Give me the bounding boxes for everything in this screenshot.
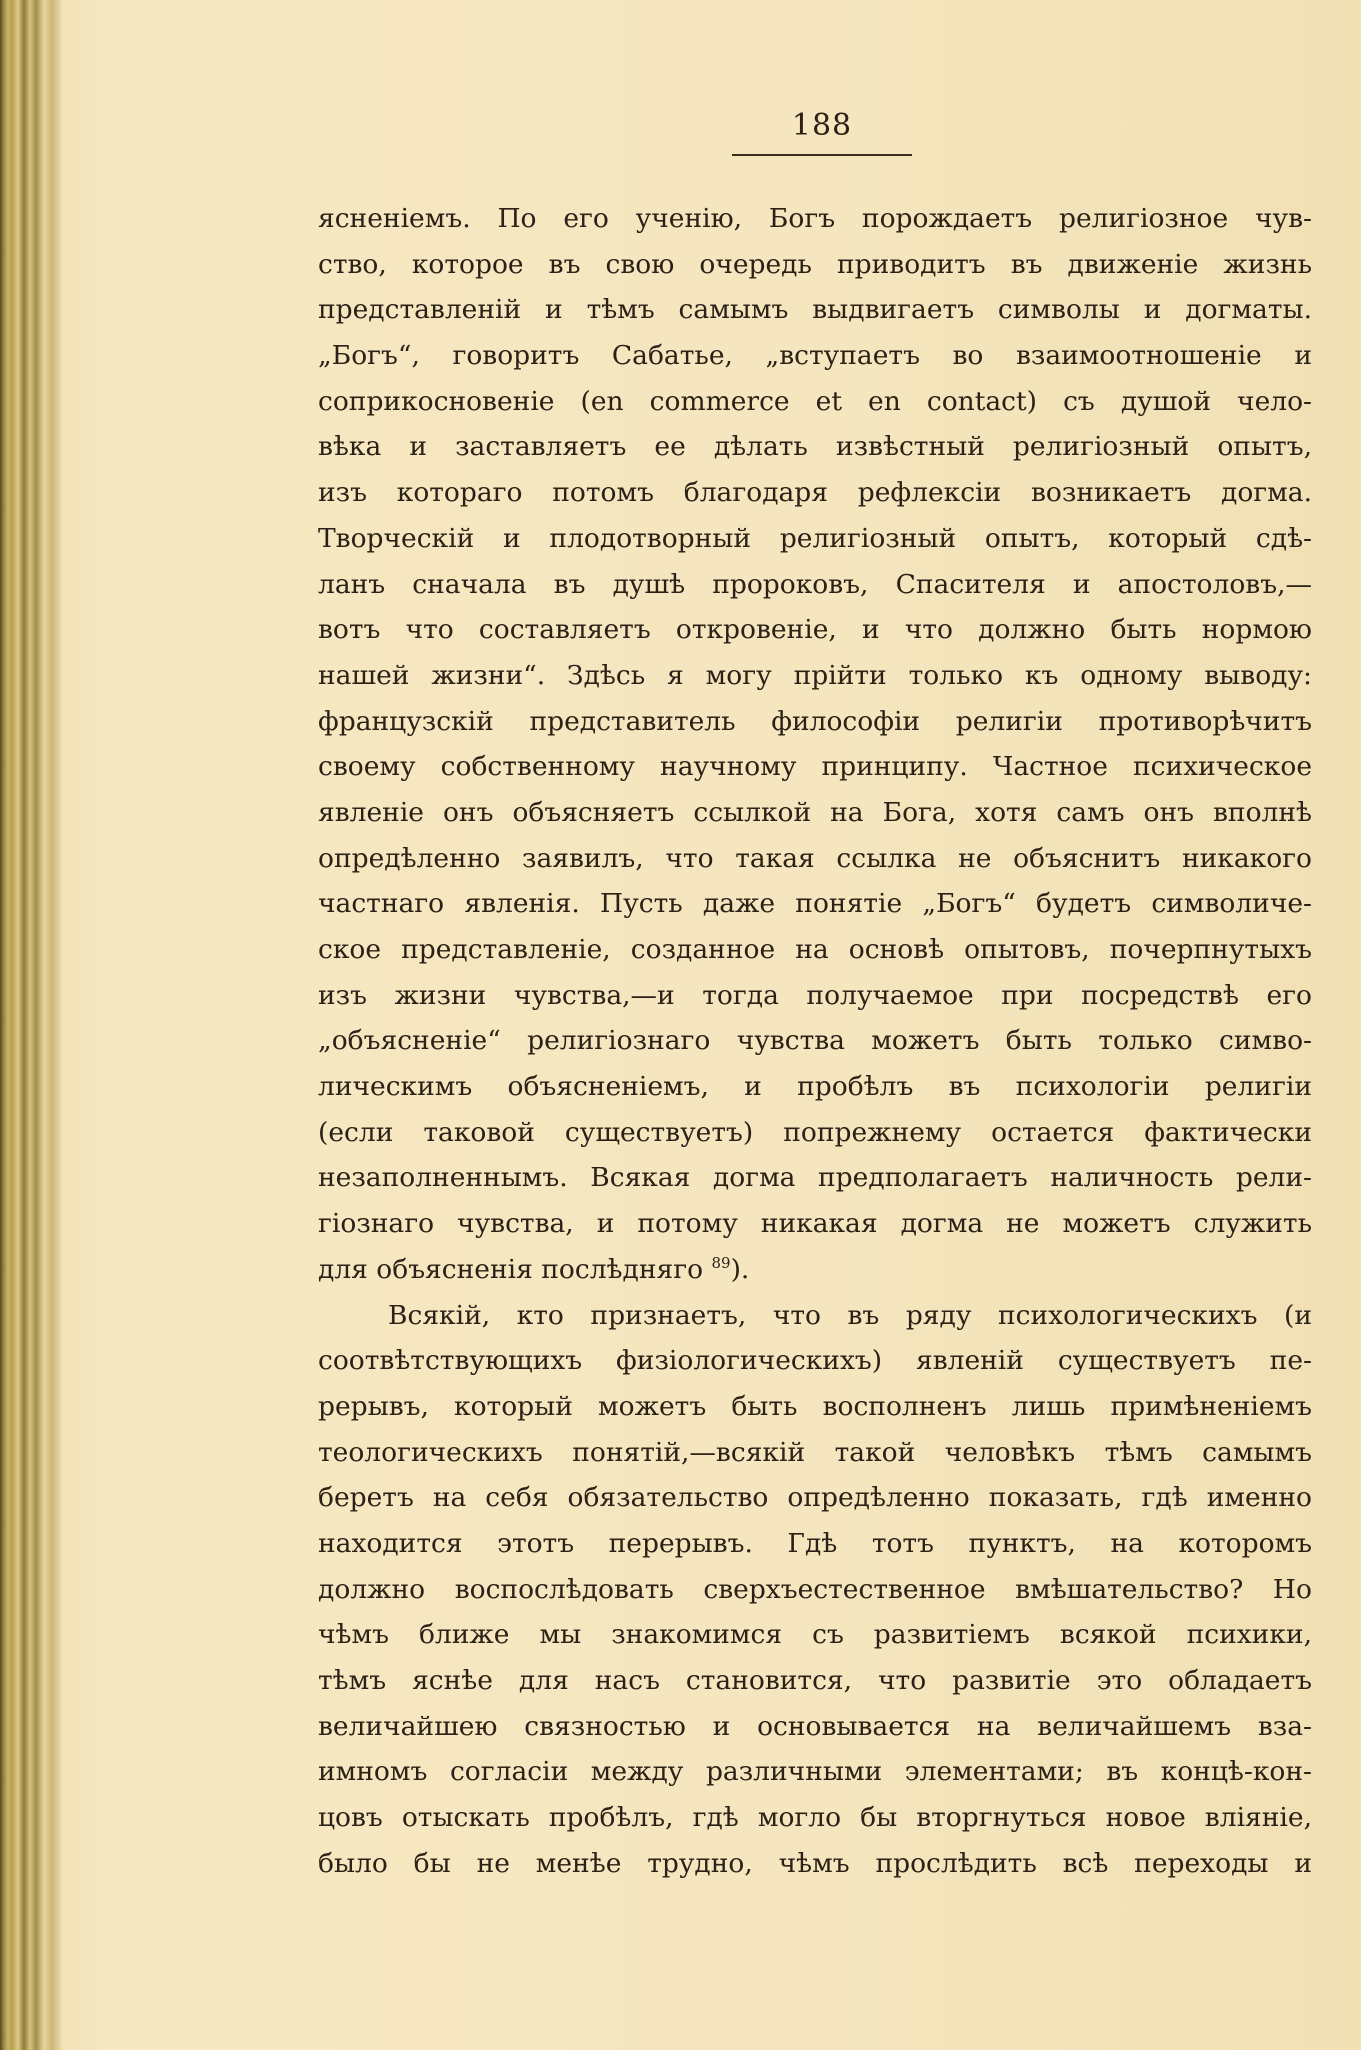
paragraph-1: [318, 196, 1312, 1293]
text-line: ланъ сначала въ душѣ пророковъ, Спасителя и апостоловъ,—: [318, 568, 1312, 600]
text-line: изъ котораго потомъ благодаря рефлексіи возникаетъ догма.: [318, 477, 1312, 509]
final-line-end: ).: [730, 1253, 750, 1285]
text-line: опредѣленно заявилъ, что такая ссылка не объяснитъ никакого: [318, 842, 1312, 874]
text-line-final: [318, 1247, 1312, 1293]
final-line-text: для объясненія послѣдняго: [318, 1253, 712, 1285]
page-body: [318, 196, 1312, 1886]
text-line: своему собственному научному принципу. Частное психическое: [318, 751, 1312, 783]
text-line: (если таковой существуетъ) попрежнему остается фактически: [318, 1116, 1312, 1148]
text-line: вотъ что составляетъ откровеніе, и что должно быть нормою: [318, 614, 1312, 646]
text-line: французскій представитель философіи религіи противорѣчитъ: [318, 705, 1312, 737]
text-line: находится этотъ перерывъ. Гдѣ тотъ пунктъ, на которомъ: [318, 1527, 1312, 1559]
text-line: было бы не менѣе трудно, чѣмъ прослѣдить всѣ переходы и: [318, 1847, 1312, 1879]
text-line: Творческій и плодотворный религіозный опытъ, который сдѣ-: [318, 522, 1312, 554]
page-number: 188: [791, 108, 853, 143]
text-line: тѣмъ яснѣе для насъ становится, что развитіе это обладаетъ: [318, 1665, 1312, 1696]
text-line: незаполненнымъ. Всякая догма предполагаетъ наличность рели-: [318, 1162, 1312, 1194]
text-line: чѣмъ ближе мы знакомимся съ развитіемъ всякой психики,: [318, 1619, 1312, 1651]
text-line: „объясненіе“ религіознаго чувства можетъ быть только симво-: [318, 1025, 1312, 1057]
text-line: лическимъ объясненіемъ, и пробѣлъ въ психологіи религіи: [318, 1071, 1312, 1103]
text-line: нашей жизни“. Здѣсь я могу прійти только къ одному выводу:: [318, 659, 1312, 691]
text-line: рерывъ, который можетъ быть восполненъ лишь примѣненіемъ: [318, 1390, 1312, 1422]
text-line: изъ жизни чувства,—и тогда получаемое при посредствѣ его: [318, 979, 1312, 1011]
text-line: явленіе онъ объясняетъ ссылкой на Бога, хотя самъ онъ вполнѣ: [318, 796, 1312, 828]
page-number-rule: [732, 154, 912, 156]
text-line: ясненіемъ. По его ученію, Богъ порождаетъ религіозное чув-: [318, 203, 1312, 234]
text-line: ское представленіе, созданное на основѣ опытовъ, почерпнутыхъ: [318, 934, 1312, 965]
text-line: должно воспослѣдовать сверхъестественное вмѣшательство? Но: [318, 1573, 1312, 1605]
book-spine-edge: [0, 0, 62, 2050]
text-line: представленій и тѣмъ самымъ выдвигаетъ символы и догматы.: [318, 294, 1312, 326]
text-line: соотвѣтствующихъ физіологическихъ) явленій существуетъ пе-: [318, 1345, 1312, 1377]
text-line: имномъ согласіи между различными элементами; въ концѣ-кон-: [318, 1756, 1312, 1788]
text-line: соприкосновеніе (en commerce et en contact) съ душой чело-: [318, 385, 1312, 417]
text-line: „Богъ“, говоритъ Сабатье, „вступаетъ во взаимоотношеніе и: [318, 340, 1312, 372]
text-line: ство, которое въ свою очередь приводитъ въ движеніе жизнь: [318, 248, 1312, 280]
text-line: вѣка и заставляетъ ее дѣлать извѣстный религіозный опытъ,: [318, 431, 1312, 463]
footnote-reference: 89: [711, 1253, 731, 1272]
text-line-indented: Всякій, кто признаетъ, что въ ряду психологическихъ (и: [388, 1299, 1312, 1331]
text-line: величайшею связностью и основывается на величайшемъ вза-: [318, 1710, 1312, 1742]
text-line: теологическихъ понятій,—всякій такой человѣкъ тѣмъ самымъ: [318, 1436, 1312, 1468]
paragraph-2: [318, 1293, 1312, 1887]
text-line: беретъ на себя обязательство опредѣленно показать, гдѣ именно: [318, 1482, 1312, 1514]
text-line: частнаго явленія. Пусть даже понятіе „Богъ“ будетъ символиче-: [318, 888, 1312, 920]
text-line: цовъ отыскать пробѣлъ, гдѣ могло бы вторгнуться новое вліяніе,: [318, 1802, 1312, 1834]
text-line: гіознаго чувства, и потому никакая догма не можетъ служить: [318, 1208, 1312, 1240]
